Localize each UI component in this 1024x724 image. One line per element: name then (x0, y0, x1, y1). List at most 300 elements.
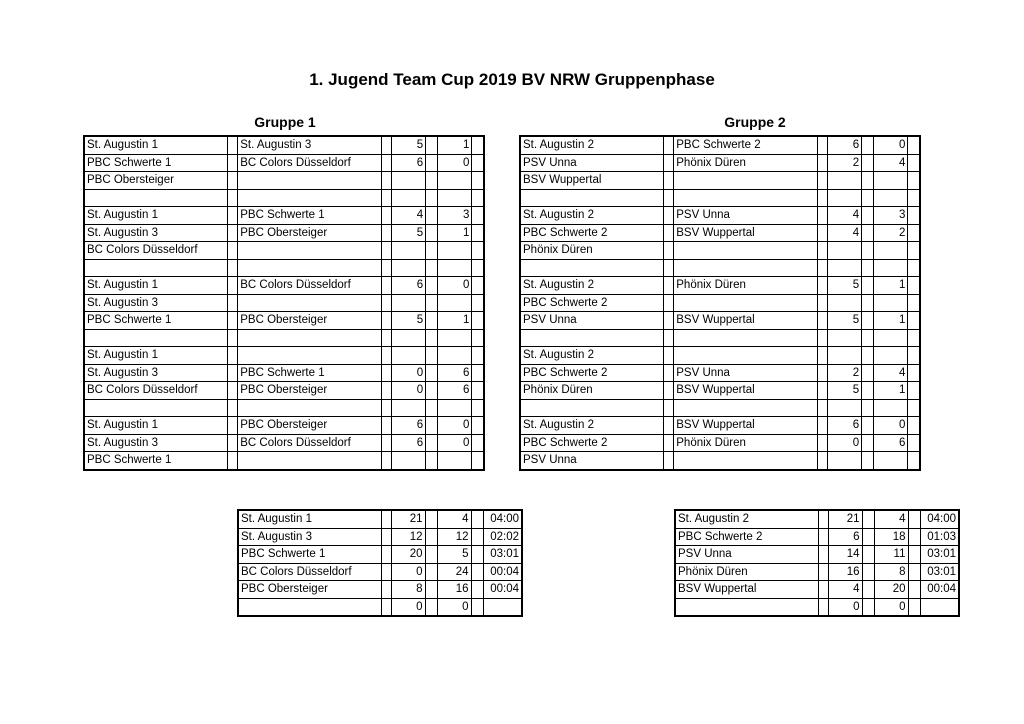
spacer-cell (817, 242, 827, 260)
games-won: 8 (391, 581, 425, 599)
away-team: BC Colors Düsseldorf (238, 154, 382, 172)
match-row (520, 172, 920, 190)
team-name: BSV Wuppertal (675, 581, 818, 599)
match-record: 00:04 (920, 581, 959, 599)
spacer-cell (426, 207, 438, 225)
spacer-cell (862, 528, 874, 546)
group-2-schedule-table (519, 135, 921, 471)
home-team: St. Augustin 2 (520, 136, 664, 154)
standings-row (675, 598, 959, 616)
spacer-cell (472, 154, 484, 172)
games-won: 21 (828, 510, 862, 528)
empty-cell (84, 399, 228, 417)
home-team: PBC Schwerte 1 (84, 452, 228, 470)
round-separator-row (84, 399, 484, 417)
away-score: 1 (438, 312, 472, 330)
spacer-cell (228, 136, 238, 154)
empty-cell (472, 399, 484, 417)
spacer-cell (862, 347, 874, 365)
spacer-cell (228, 452, 238, 470)
spacer-cell (908, 581, 920, 599)
group-1-schedule-table (83, 135, 485, 471)
spacer-cell (664, 154, 674, 172)
spacer-cell (817, 277, 827, 295)
spacer-cell (472, 242, 484, 260)
away-team: PBC Schwerte 2 (674, 136, 818, 154)
spacer-cell (908, 563, 920, 581)
empty-cell (472, 259, 484, 277)
home-team: BC Colors Düsseldorf (84, 382, 228, 400)
empty-cell (381, 259, 391, 277)
home-team: PBC Schwerte 1 (84, 154, 228, 172)
home-score (392, 294, 426, 312)
spacer-cell (908, 136, 920, 154)
away-score: 3 (874, 207, 908, 225)
spacer-cell (862, 207, 874, 225)
home-team: St. Augustin 2 (520, 277, 664, 295)
spacer-cell (472, 207, 484, 225)
spacer-cell (664, 207, 674, 225)
match-record (483, 598, 522, 616)
spacer-cell (908, 510, 920, 528)
spacer-cell (862, 136, 874, 154)
round-separator-row (520, 189, 920, 207)
away-score (438, 172, 472, 190)
away-score (874, 452, 908, 470)
match-row (520, 277, 920, 295)
away-score (438, 242, 472, 260)
spacer-cell (862, 546, 874, 564)
spacer-cell (426, 294, 438, 312)
away-team (238, 452, 382, 470)
spacer-cell (228, 347, 238, 365)
home-team: PSV Unna (520, 154, 664, 172)
empty-cell (520, 329, 664, 347)
spacer-cell (817, 154, 827, 172)
standings-row (675, 563, 959, 581)
match-row (520, 224, 920, 242)
match-record: 00:04 (483, 581, 522, 599)
spacer-cell (426, 242, 438, 260)
empty-cell (520, 399, 664, 417)
match-record: 02:02 (483, 528, 522, 546)
home-score: 6 (392, 154, 426, 172)
match-row (520, 452, 920, 470)
home-score: 4 (828, 207, 862, 225)
group-2-standings-table (674, 509, 960, 617)
empty-cell (426, 259, 438, 277)
home-team: Phönix Düren (520, 242, 664, 260)
spacer-cell (862, 172, 874, 190)
spacer-cell (381, 242, 391, 260)
empty-cell (84, 259, 228, 277)
spacer-cell (862, 563, 874, 581)
round-separator-row (84, 329, 484, 347)
empty-cell (392, 189, 426, 207)
match-row (520, 434, 920, 452)
spacer-cell (472, 136, 484, 154)
empty-cell (520, 259, 664, 277)
away-team: BSV Wuppertal (674, 382, 818, 400)
spacer-cell (817, 207, 827, 225)
home-score: 5 (392, 136, 426, 154)
away-team (238, 347, 382, 365)
match-row (84, 154, 484, 172)
home-score (828, 294, 862, 312)
match-row (84, 294, 484, 312)
away-team: PBC Schwerte 1 (238, 207, 382, 225)
home-team: St. Augustin 1 (84, 277, 228, 295)
team-name: Phönix Düren (675, 563, 818, 581)
spacer-cell (381, 581, 391, 599)
games-won: 12 (391, 528, 425, 546)
spacer-cell (228, 364, 238, 382)
match-row (84, 172, 484, 190)
empty-cell (874, 329, 908, 347)
empty-cell (828, 189, 862, 207)
spacer-cell (426, 417, 438, 435)
home-score: 2 (828, 154, 862, 172)
away-team: PBC Schwerte 1 (238, 364, 382, 382)
away-score: 3 (438, 207, 472, 225)
away-score: 1 (874, 277, 908, 295)
group-2-title: Gruppe 2 (724, 114, 786, 130)
spacer-cell (908, 312, 920, 330)
spacer-cell (426, 434, 438, 452)
spacer-cell (862, 154, 874, 172)
spacer-cell (425, 581, 437, 599)
empty-cell (426, 399, 438, 417)
match-record: 01:03 (920, 528, 959, 546)
empty-cell (392, 259, 426, 277)
spacer-cell (425, 510, 437, 528)
away-score: 4 (874, 154, 908, 172)
standings-row (238, 510, 522, 528)
empty-cell (664, 329, 674, 347)
away-score: 1 (874, 312, 908, 330)
team-name: PBC Schwerte 1 (238, 546, 381, 564)
home-team: PBC Obersteiger (84, 172, 228, 190)
spacer-cell (817, 312, 827, 330)
spacer-cell (908, 277, 920, 295)
away-score: 4 (874, 364, 908, 382)
match-row (520, 207, 920, 225)
home-score (828, 347, 862, 365)
spacer-cell (817, 364, 827, 382)
spacer-cell (908, 294, 920, 312)
empty-cell (874, 259, 908, 277)
games-lost: 16 (437, 581, 471, 599)
away-team: BSV Wuppertal (674, 312, 818, 330)
standings-row (675, 546, 959, 564)
spacer-cell (862, 434, 874, 452)
home-team: PBC Schwerte 2 (520, 434, 664, 452)
spacer-cell (908, 382, 920, 400)
empty-cell (228, 399, 238, 417)
games-lost: 20 (874, 581, 908, 599)
home-team: BC Colors Düsseldorf (84, 242, 228, 260)
round-separator-row (520, 399, 920, 417)
page-title: 1. Jugend Team Cup 2019 BV NRW Gruppenphase (309, 70, 715, 89)
empty-cell (228, 329, 238, 347)
spacer-cell (381, 563, 391, 581)
spacer-cell (472, 224, 484, 242)
empty-cell (238, 259, 382, 277)
empty-cell (862, 329, 874, 347)
games-lost: 24 (437, 563, 471, 581)
match-row (84, 452, 484, 470)
empty-cell (828, 399, 862, 417)
empty-cell (817, 399, 827, 417)
away-score (438, 452, 472, 470)
home-team: St. Augustin 3 (84, 434, 228, 452)
spacer-cell (908, 434, 920, 452)
away-score (874, 242, 908, 260)
home-score (828, 172, 862, 190)
empty-cell (84, 329, 228, 347)
match-record: 03:01 (483, 546, 522, 564)
spacer-cell (472, 364, 484, 382)
games-lost: 8 (874, 563, 908, 581)
spacer-cell (908, 172, 920, 190)
home-score (392, 242, 426, 260)
empty-cell (664, 189, 674, 207)
home-team: PBC Schwerte 2 (520, 364, 664, 382)
team-name (238, 598, 381, 616)
spacer-cell (862, 224, 874, 242)
spacer-cell (381, 312, 391, 330)
spacer-cell (381, 207, 391, 225)
away-team (674, 242, 818, 260)
home-team: St. Augustin 3 (84, 364, 228, 382)
spacer-cell (817, 294, 827, 312)
away-score: 6 (874, 434, 908, 452)
games-won: 0 (828, 598, 862, 616)
empty-cell (438, 399, 472, 417)
away-score: 0 (874, 136, 908, 154)
home-score (828, 242, 862, 260)
spacer-cell (472, 452, 484, 470)
empty-cell (381, 329, 391, 347)
empty-cell (862, 399, 874, 417)
empty-cell (862, 189, 874, 207)
spacer-cell (817, 136, 827, 154)
group-1-standings-table (237, 509, 523, 617)
spacer-cell (381, 294, 391, 312)
spacer-cell (862, 510, 874, 528)
home-team: St. Augustin 1 (84, 207, 228, 225)
away-score: 1 (874, 382, 908, 400)
spacer-cell (664, 452, 674, 470)
spacer-cell (381, 172, 391, 190)
standings-row (238, 581, 522, 599)
match-row (520, 136, 920, 154)
empty-cell (228, 259, 238, 277)
spacer-cell (381, 546, 391, 564)
spacer-cell (908, 528, 920, 546)
home-team: PBC Schwerte 2 (520, 224, 664, 242)
away-team: Phönix Düren (674, 434, 818, 452)
spacer-cell (908, 452, 920, 470)
match-row (520, 312, 920, 330)
spacer-cell (426, 224, 438, 242)
spacer-cell (471, 546, 483, 564)
away-score (438, 294, 472, 312)
away-score: 1 (438, 136, 472, 154)
away-team (674, 452, 818, 470)
home-score: 0 (828, 434, 862, 452)
home-score: 5 (828, 382, 862, 400)
match-record: 04:00 (920, 510, 959, 528)
empty-cell (438, 259, 472, 277)
empty-cell (238, 189, 382, 207)
home-score (392, 452, 426, 470)
games-lost: 18 (874, 528, 908, 546)
match-record: 03:01 (920, 563, 959, 581)
spacer-cell (381, 528, 391, 546)
away-score: 0 (438, 277, 472, 295)
empty-cell (381, 399, 391, 417)
spacer-cell (228, 242, 238, 260)
spacer-cell (818, 528, 828, 546)
empty-cell (817, 189, 827, 207)
standings-row (675, 528, 959, 546)
spacer-cell (381, 154, 391, 172)
team-name: St. Augustin 3 (238, 528, 381, 546)
empty-cell (228, 189, 238, 207)
home-score: 2 (828, 364, 862, 382)
home-team: BSV Wuppertal (520, 172, 664, 190)
team-name: BC Colors Düsseldorf (238, 563, 381, 581)
spacer-cell (471, 563, 483, 581)
spacer-cell (426, 277, 438, 295)
empty-cell (674, 259, 818, 277)
group-1-title: Gruppe 1 (254, 114, 316, 130)
spacer-cell (862, 452, 874, 470)
empty-cell (392, 399, 426, 417)
spacer-cell (664, 434, 674, 452)
round-separator-row (520, 329, 920, 347)
home-score: 5 (828, 312, 862, 330)
spacer-cell (817, 382, 827, 400)
match-record: 03:01 (920, 546, 959, 564)
empty-cell (874, 189, 908, 207)
home-score (392, 347, 426, 365)
match-row (84, 434, 484, 452)
team-name: St. Augustin 2 (675, 510, 818, 528)
empty-cell (664, 259, 674, 277)
games-won: 0 (391, 563, 425, 581)
spacer-cell (472, 382, 484, 400)
spacer-cell (862, 294, 874, 312)
spacer-cell (425, 528, 437, 546)
spacer-cell (818, 563, 828, 581)
games-won: 0 (391, 598, 425, 616)
away-score (874, 347, 908, 365)
round-separator-row (520, 259, 920, 277)
home-score: 6 (392, 277, 426, 295)
spacer-cell (471, 528, 483, 546)
spacer-cell (426, 452, 438, 470)
away-team: PSV Unna (674, 364, 818, 382)
spacer-cell (472, 294, 484, 312)
spacer-cell (381, 136, 391, 154)
empty-cell (817, 329, 827, 347)
empty-cell (520, 189, 664, 207)
home-team: St. Augustin 3 (84, 294, 228, 312)
match-record: 00:04 (483, 563, 522, 581)
spacer-cell (862, 598, 874, 616)
match-row (84, 242, 484, 260)
spacer-cell (381, 364, 391, 382)
games-lost: 12 (437, 528, 471, 546)
spacer-cell (908, 154, 920, 172)
games-won: 20 (391, 546, 425, 564)
spacer-cell (471, 598, 483, 616)
home-team: PBC Schwerte 2 (520, 294, 664, 312)
empty-cell (392, 329, 426, 347)
away-score: 0 (438, 154, 472, 172)
away-score: 0 (438, 417, 472, 435)
spacer-cell (908, 598, 920, 616)
standings-row (238, 563, 522, 581)
empty-cell (238, 329, 382, 347)
spacer-cell (664, 312, 674, 330)
games-won: 16 (828, 563, 862, 581)
away-team (238, 294, 382, 312)
empty-cell (664, 399, 674, 417)
away-team (238, 172, 382, 190)
spacer-cell (862, 581, 874, 599)
empty-cell (674, 189, 818, 207)
empty-cell (908, 259, 920, 277)
empty-cell (472, 329, 484, 347)
away-team: BC Colors Düsseldorf (238, 434, 382, 452)
spacer-cell (817, 452, 827, 470)
spacer-cell (426, 312, 438, 330)
games-won: 14 (828, 546, 862, 564)
empty-cell (908, 399, 920, 417)
away-team: St. Augustin 3 (238, 136, 382, 154)
spacer-cell (228, 417, 238, 435)
away-team: BSV Wuppertal (674, 224, 818, 242)
home-score: 4 (392, 207, 426, 225)
spacer-cell (908, 224, 920, 242)
spacer-cell (426, 347, 438, 365)
home-score: 6 (828, 136, 862, 154)
match-row (520, 294, 920, 312)
games-lost: 11 (874, 546, 908, 564)
spacer-cell (228, 172, 238, 190)
home-team: PBC Schwerte 1 (84, 312, 228, 330)
match-row (520, 417, 920, 435)
away-team (674, 294, 818, 312)
match-row (520, 154, 920, 172)
spacer-cell (381, 224, 391, 242)
spacer-cell (664, 364, 674, 382)
spacer-cell (862, 277, 874, 295)
spacer-cell (664, 347, 674, 365)
spacer-cell (228, 277, 238, 295)
spacer-cell (381, 598, 391, 616)
team-name: St. Augustin 1 (238, 510, 381, 528)
team-name: PBC Obersteiger (238, 581, 381, 599)
match-row (84, 382, 484, 400)
spacer-cell (862, 312, 874, 330)
away-team: BSV Wuppertal (674, 417, 818, 435)
spacer-cell (817, 417, 827, 435)
spacer-cell (862, 417, 874, 435)
